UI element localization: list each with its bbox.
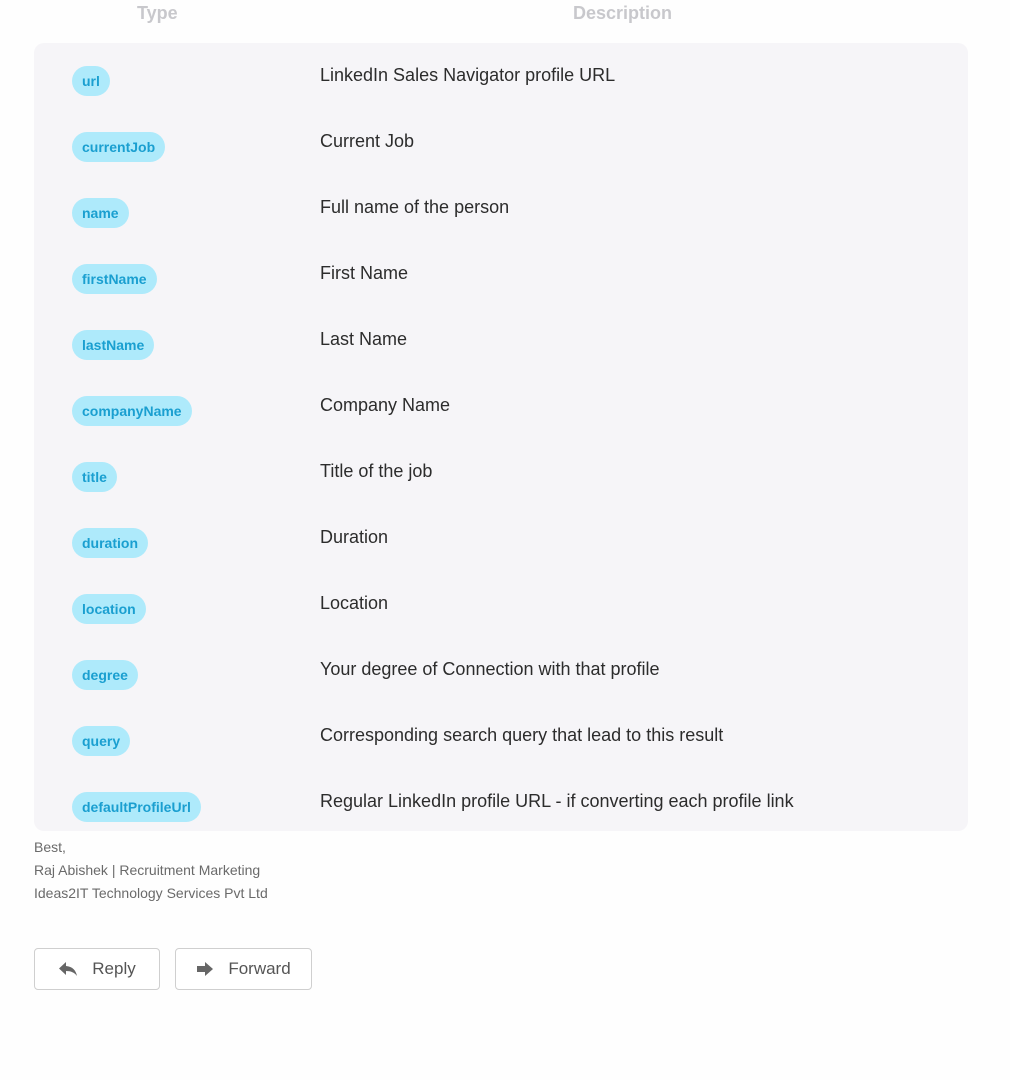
reply-icon (58, 961, 78, 977)
row-description: Company Name (320, 395, 451, 415)
table-row (34, 789, 968, 829)
row-description: First Name (320, 263, 409, 283)
table-row (34, 63, 968, 103)
forward-button[interactable] (175, 948, 312, 990)
signature-company: Ideas2IT Technology Services Pvt Ltd (34, 885, 268, 901)
table-row (34, 525, 968, 565)
table-row (34, 723, 968, 763)
table-row (34, 657, 968, 697)
row-description: Current Job (320, 131, 415, 151)
table-row (34, 459, 968, 499)
type-chip: degree (72, 660, 138, 690)
type-chip: location (72, 594, 146, 624)
signature-closing: Best, (34, 839, 66, 855)
row-description: Your degree of Connection with that profile (320, 659, 660, 679)
reply-label: Reply (92, 959, 136, 978)
field-table (34, 43, 968, 831)
description-column-header: Description (573, 3, 673, 23)
forward-label: Forward (228, 959, 291, 978)
type-chip: defaultProfileUrl (72, 792, 201, 822)
type-chip: query (72, 726, 130, 756)
row-description: Corresponding search query that lead to this result (320, 725, 724, 745)
row-description: LinkedIn Sales Navigator profile URL (320, 65, 616, 85)
type-column-header: Type (137, 3, 178, 23)
row-description: Full name of the person (320, 197, 510, 217)
table-row (34, 591, 968, 631)
row-description: Title of the job (320, 461, 433, 481)
signature-name: Raj Abishek | Recruitment Marketing (34, 862, 261, 878)
email-signature (34, 836, 268, 905)
type-chip: companyName (72, 396, 192, 426)
type-chip: name (72, 198, 129, 228)
type-chip: title (72, 462, 117, 492)
row-description: Regular LinkedIn profile URL - if converting each profile link (320, 791, 794, 811)
row-description: Duration (320, 527, 389, 547)
type-chip: url (72, 66, 110, 96)
reply-button[interactable] (34, 948, 160, 990)
table-row (34, 195, 968, 235)
table-row (34, 261, 968, 301)
table-row (34, 129, 968, 169)
forward-icon (196, 961, 214, 977)
type-chip: lastName (72, 330, 154, 360)
row-description: Location (320, 593, 389, 613)
type-chip: duration (72, 528, 148, 558)
table-row (34, 327, 968, 367)
row-description: Last Name (320, 329, 408, 349)
type-chip: firstName (72, 264, 157, 294)
type-chip: currentJob (72, 132, 165, 162)
table-row (34, 393, 968, 433)
